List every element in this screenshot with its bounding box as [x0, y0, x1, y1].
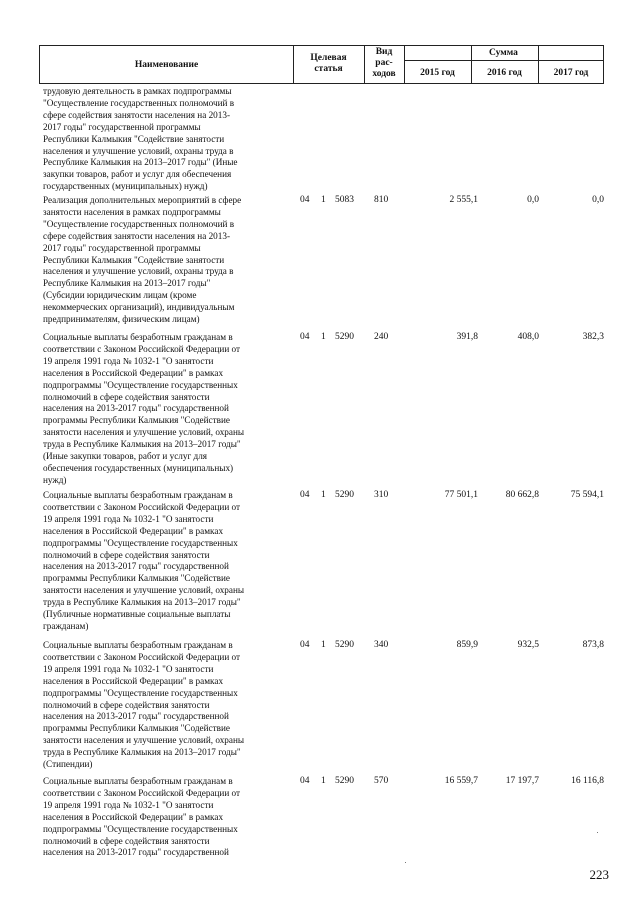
row-sum-2017: 873,8: [582, 640, 604, 650]
row-section: 04: [300, 776, 310, 786]
row-sum-2016: 80 662,8: [505, 490, 539, 500]
row-article: 5290: [335, 332, 354, 342]
row-sum-2015: 391,8: [456, 332, 478, 342]
row-section: 04: [300, 195, 310, 205]
row-sum-2015: 77 501,1: [444, 490, 478, 500]
row-expense-type: 310: [374, 490, 389, 500]
row-sum-2017: 75 594,1: [570, 490, 604, 500]
row-program: 1: [321, 195, 326, 205]
row-section: 04: [300, 332, 310, 342]
row-expense-type: 570: [374, 776, 389, 786]
row-sum-2016: 17 197,7: [505, 776, 539, 786]
row-expense-type: 810: [374, 195, 389, 205]
page-number: 223: [589, 867, 609, 882]
row-expense-type: 340: [374, 640, 389, 650]
header-year-2017: 2017 год: [553, 68, 589, 78]
row-sum-2015: 16 559,7: [444, 776, 478, 786]
row-name: Социальные выплаты безработным гражданам в соответствии с Законом Российской Федерации от 19 апреля 1991 года № 1032-1 "О занятости населения в Российской Федерации" в рамках подпрограммы "Осуществление государственных полномочий в сфере содействия занятости населения на 2013-2017 годы" государственной: [43, 776, 241, 858]
row-program: 1: [321, 640, 326, 650]
header-year-2016: 2016 год: [487, 68, 522, 78]
header-expense-type: Вид рас- ходов: [372, 47, 396, 79]
row-sum-2016: 0,0: [527, 195, 539, 205]
row-name: Социальные выплаты безработным гражданам в соответствии с Законом Российской Федерации от 19 апреля 1991 года № 1032-1 "О занятости населения в Российской Федерации" в рамках подпрограммы "Осуществление государственных полномочий в сфере содействия занятости населения на 2013-2017 годы" государственной программы Республики Калмыкия "Содействие занятости населения и улучшение условий, охраны труда в Республике Калмыкия на 2013–2017 годы" (Стипендии): [43, 640, 245, 770]
row-sum-2017: 16 116,8: [571, 776, 604, 786]
header-divider: [404, 60, 603, 61]
row-article: 5290: [335, 640, 354, 650]
row-program: 1: [321, 332, 326, 342]
row-sum-2016: 408,0: [517, 332, 539, 342]
row-sum-2015: 859,9: [456, 640, 478, 650]
header-name: Наименование: [134, 60, 199, 70]
row-sum-2016: 932,5: [517, 640, 539, 650]
row-expense-type: 240: [374, 332, 389, 342]
row-program: 1: [321, 490, 326, 500]
header-sum: Сумма: [489, 48, 518, 58]
table-header: [39, 45, 604, 84]
row-article: 5290: [335, 490, 354, 500]
row-name: Социальные выплаты безработным гражданам в соответствии с Законом Российской Федерации от 19 апреля 1991 года № 1032-1 "О занятости населения в Российской Федерации" в рамках подпрограммы "Осуществление государственных полномочий в сфере содействия занятости населения на 2013-2017 годы" государственной программы Республики Калмыкия "Содействие занятости населения и улучшение условий, охраны труда в Республике Калмыкия на 2013–2017 годы" (Публичные нормативные социальные выплаты гражданам): [43, 490, 245, 631]
scan-speck: [597, 832, 598, 833]
header-target-article: Целевая статья: [310, 53, 347, 74]
row-section: 04: [300, 640, 310, 650]
row-name: Социальные выплаты безработным гражданам в соответствии с Законом Российской Федерации от 19 апреля 1991 года № 1032-1 "О занятости населения в Российской Федерации" в рамках подпрограммы "Осуществление государственных полномочий в сфере содействия занятости населения на 2013-2017 годы" государственной программы Республики Калмыкия "Содействие занятости населения и улучшение условий, охраны труда в Республике Калмыкия на 2013–2017 годы" (Иные закупки товаров, работ и услуг для обеспечения государственных (муниципальных) нужд): [43, 332, 245, 485]
row-article: 5083: [335, 195, 354, 205]
scan-speck: [405, 862, 406, 863]
row-article: 5290: [335, 776, 354, 786]
row-section: 04: [300, 490, 310, 500]
row-sum-2017: 382,3: [582, 332, 604, 342]
row-name: Реализация дополнительных мероприятий в сфере занятости населения в рамках подпрограммы "Осуществление государственных полномочий в сфере содействия занятости населения на 2013- 2017 годы" государственной программы Республики Калмыкия "Содействие занятости населения и улучшение условий, охраны труда в Республике Калмыкия на 2013–2017 годы" (Субсидии юридическим лицам (кроме некоммерческих организаций), индивидуальным предпринимателям, физическим лицам): [43, 195, 242, 325]
header-year-2015: 2015 год: [420, 68, 455, 78]
row-sum-2015: 2 555,1: [449, 195, 478, 205]
row-name: трудовую деятельность в рамках подпрограммы "Осуществление государственных полномочий в сфере содействия занятости населения на 2013- 2017 годы" государственной программы Республики Калмыкия "Содействие занятости населения и улучшение условий, охраны труда в Республике Калмыкия на 2013–2017 годы" (Иные закупки товаров, работ и услуг для обеспечения государственных (муниципальных) нужд): [43, 86, 238, 192]
row-program: 1: [321, 776, 326, 786]
row-sum-2017: 0,0: [592, 195, 604, 205]
